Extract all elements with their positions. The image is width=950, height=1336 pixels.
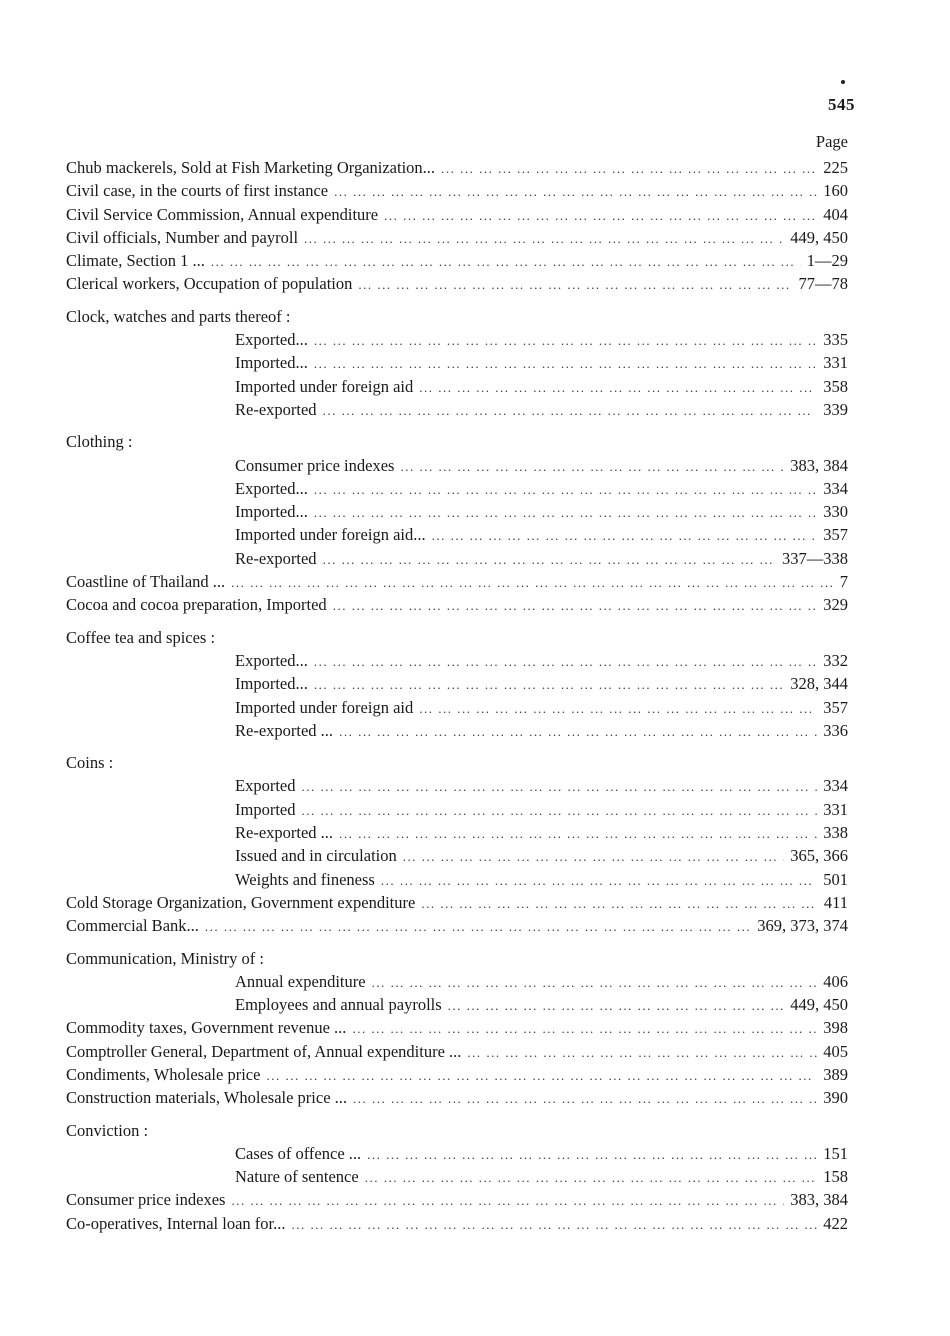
entry-label: Civil officials, Number and payroll <box>66 227 299 247</box>
entry-label: Exported <box>235 776 296 796</box>
entry-label: Coffee tea and spices : <box>66 627 216 647</box>
index-entry <box>66 891 848 914</box>
dot-leader <box>323 399 818 422</box>
page-number: 545 <box>828 95 855 114</box>
entry-pages: 411 <box>823 892 848 912</box>
index-subentry <box>235 477 848 500</box>
entry-label: Re-exported <box>235 399 317 419</box>
entry-label: Coastline of Thailand ... <box>66 572 226 592</box>
entry-label: Commodity taxes, Government revenue ... <box>66 1018 347 1038</box>
entry-pages: 339 <box>823 399 848 419</box>
entry-pages: 404 <box>823 204 848 224</box>
entry-label: Cases of offence ... <box>235 1143 362 1163</box>
entry-label: Exported... <box>235 478 308 498</box>
entry-label: Re-exported <box>235 548 317 568</box>
index-subentry <box>235 523 848 546</box>
entry-label: Weights and fineness <box>235 869 375 889</box>
dot-leader <box>266 1064 817 1087</box>
entry-label: Clock, watches and parts thereof : <box>66 306 291 326</box>
index-entry <box>66 593 848 616</box>
entry-label: Climate, Section 1 ... <box>66 251 205 271</box>
dot-leader <box>314 673 784 696</box>
dot-leader <box>448 994 785 1017</box>
entry-pages: 336 <box>823 720 848 740</box>
entry-label: Chub mackerels, Sold at Fish Marketing Organization... <box>66 158 436 177</box>
index-subentry <box>235 970 848 993</box>
dot-leader <box>314 329 817 352</box>
index-entry <box>66 1188 848 1211</box>
entry-pages: 365, 366 <box>790 846 848 866</box>
entry-label: Comptroller General, Department of, Annual expenditure ... <box>66 1041 462 1061</box>
index-subentry <box>235 454 848 477</box>
dot-leader <box>352 1017 817 1040</box>
dot-leader <box>432 524 818 547</box>
dot-leader <box>339 822 817 845</box>
index-subentry <box>235 375 848 398</box>
index-subentry <box>235 398 848 421</box>
index-subentry <box>235 1142 848 1165</box>
entry-label: Exported... <box>235 650 308 670</box>
index-heading <box>66 626 848 649</box>
dot-leader <box>314 478 817 501</box>
dot-leader <box>419 697 817 720</box>
index-subentry <box>235 868 848 891</box>
entry-pages: 160 <box>823 181 848 201</box>
dot-leader <box>314 501 817 524</box>
entry-pages: 406 <box>823 971 848 991</box>
index-subentry <box>235 672 848 695</box>
dot-leader <box>231 1189 784 1212</box>
entry-pages: 357 <box>823 525 848 545</box>
dot-leader <box>304 227 784 250</box>
dot-leader <box>384 204 817 227</box>
index-subentry <box>235 696 848 719</box>
dot-leader <box>301 775 817 798</box>
dot-leader <box>339 720 817 743</box>
entry-pages: 369, 373, 374 <box>757 916 848 936</box>
index-entry <box>66 1040 848 1063</box>
entry-label: Consumer price indexes <box>66 1190 226 1210</box>
dot-leader <box>367 1143 817 1166</box>
entry-label: Cocoa and cocoa preparation, Imported <box>66 595 327 615</box>
index-heading <box>66 751 848 774</box>
index-entry <box>66 1086 848 1109</box>
entry-pages: 358 <box>823 376 848 396</box>
index-entry <box>66 156 848 179</box>
entry-label: Employees and annual payrolls <box>235 995 442 1015</box>
dot-leader <box>403 845 785 868</box>
entry-pages: 389 <box>823 1064 848 1084</box>
index-entry <box>66 179 848 202</box>
entry-pages: 328, 344 <box>790 674 848 694</box>
dot-leader <box>372 971 818 994</box>
entry-label: Imported... <box>235 353 308 373</box>
index-subentry <box>235 649 848 672</box>
dot-leader <box>441 157 817 180</box>
page-mark <box>841 80 845 84</box>
index-heading <box>66 947 848 970</box>
entry-pages: 329 <box>823 595 848 615</box>
index-subentry <box>235 993 848 1016</box>
entry-pages: 383, 384 <box>790 455 848 475</box>
index-subentry <box>235 328 848 351</box>
index-entry <box>66 570 848 593</box>
entry-label: Condiments, Wholesale price <box>66 1064 261 1084</box>
dot-leader <box>301 799 817 822</box>
index-subentry <box>235 351 848 374</box>
entry-pages: 398 <box>823 1018 848 1038</box>
index-entry <box>66 203 848 226</box>
entry-label: Imported under foreign aid... <box>235 525 426 545</box>
entry-pages: 357 <box>823 697 848 717</box>
entry-pages: 7 <box>839 572 848 592</box>
entry-pages: 449, 450 <box>790 995 848 1015</box>
entry-label: Communication, Ministry of : <box>66 948 264 968</box>
index-subentry <box>235 844 848 867</box>
entry-label: Annual expenditure <box>235 971 366 991</box>
entry-pages: 422 <box>823 1213 848 1233</box>
dot-leader <box>421 892 818 915</box>
entry-pages: 383, 384 <box>790 1190 848 1210</box>
entry-label: Conviction : <box>66 1120 149 1140</box>
index-entry <box>66 1063 848 1086</box>
index-entry <box>66 1016 848 1039</box>
dot-leader <box>291 1213 817 1236</box>
entry-pages: 338 <box>823 823 848 843</box>
dot-leader <box>205 915 751 938</box>
entry-label: Imported... <box>235 674 308 694</box>
entry-label: Imported <box>235 799 296 819</box>
entry-pages: 225 <box>823 158 848 177</box>
entry-pages: 77—78 <box>798 274 848 294</box>
index-subentry <box>235 798 848 821</box>
dot-leader <box>467 1041 817 1064</box>
entry-label: Clerical workers, Occupation of population <box>66 274 353 294</box>
index-entry <box>66 249 848 272</box>
index-subentry <box>235 1165 848 1188</box>
entry-pages: 449, 450 <box>790 227 848 247</box>
index-subentry <box>235 547 848 570</box>
entry-label: Exported... <box>235 330 308 350</box>
entry-pages: 334 <box>823 478 848 498</box>
index-list <box>0 156 950 1235</box>
dot-leader <box>314 352 817 375</box>
entry-pages: 331 <box>823 353 848 373</box>
entry-label: Co-operatives, Internal loan for... <box>66 1213 286 1233</box>
dot-leader <box>381 869 817 892</box>
entry-label: Civil Service Commission, Annual expenditure <box>66 204 379 224</box>
entry-label: Cold Storage Organization, Government expenditure <box>66 892 416 912</box>
index-heading <box>66 1119 848 1142</box>
dot-leader <box>419 376 817 399</box>
entry-label: Imported under foreign aid <box>235 376 414 396</box>
index-subentry <box>235 719 848 742</box>
index-entry <box>66 226 848 249</box>
dot-leader <box>323 548 776 571</box>
index-subentry <box>235 821 848 844</box>
dot-leader <box>231 571 834 594</box>
entry-label: Nature of sentence <box>235 1167 359 1187</box>
entry-pages: 1—29 <box>806 251 848 271</box>
dot-leader <box>333 594 818 617</box>
entry-label: Coins : <box>66 753 114 773</box>
entry-pages: 501 <box>823 869 848 889</box>
index-heading <box>66 430 848 453</box>
index-subentry <box>235 774 848 797</box>
entry-pages: 332 <box>823 650 848 670</box>
entry-label: Commercial Bank... <box>66 916 199 936</box>
entry-label: Re-exported ... <box>235 823 334 843</box>
entry-label: Construction materials, Wholesale price ... <box>66 1088 348 1108</box>
index-entry <box>66 272 848 295</box>
entry-pages: 334 <box>823 776 848 796</box>
entry-pages: 330 <box>823 502 848 522</box>
index-entry <box>66 914 848 937</box>
index-entry <box>66 1212 848 1235</box>
dot-leader <box>400 455 784 478</box>
entry-pages: 405 <box>823 1041 848 1061</box>
dot-leader <box>334 180 817 203</box>
entry-label: Imported under foreign aid <box>235 697 414 717</box>
index-subentry <box>235 500 848 523</box>
entry-pages: 151 <box>823 1143 848 1163</box>
dot-leader <box>314 650 817 673</box>
entry-label: Re-exported ... <box>235 720 334 740</box>
entry-label: Issued and in circulation <box>235 846 397 866</box>
dot-leader <box>365 1166 818 1189</box>
entry-label: Imported... <box>235 502 308 522</box>
dot-leader <box>211 250 801 273</box>
entry-pages: 390 <box>823 1088 848 1108</box>
entry-label: Consumer price indexes <box>235 455 395 475</box>
entry-pages: 158 <box>823 1167 848 1187</box>
dot-leader <box>353 1087 817 1110</box>
entry-label: Civil case, in the courts of first instance <box>66 181 329 201</box>
entry-label: Clothing : <box>66 432 133 452</box>
page-column-header: Page <box>815 132 848 151</box>
entry-pages: 337—338 <box>782 548 848 568</box>
index-heading <box>66 305 848 328</box>
dot-leader <box>358 273 792 296</box>
entry-pages: 335 <box>823 330 848 350</box>
entry-pages: 331 <box>823 799 848 819</box>
